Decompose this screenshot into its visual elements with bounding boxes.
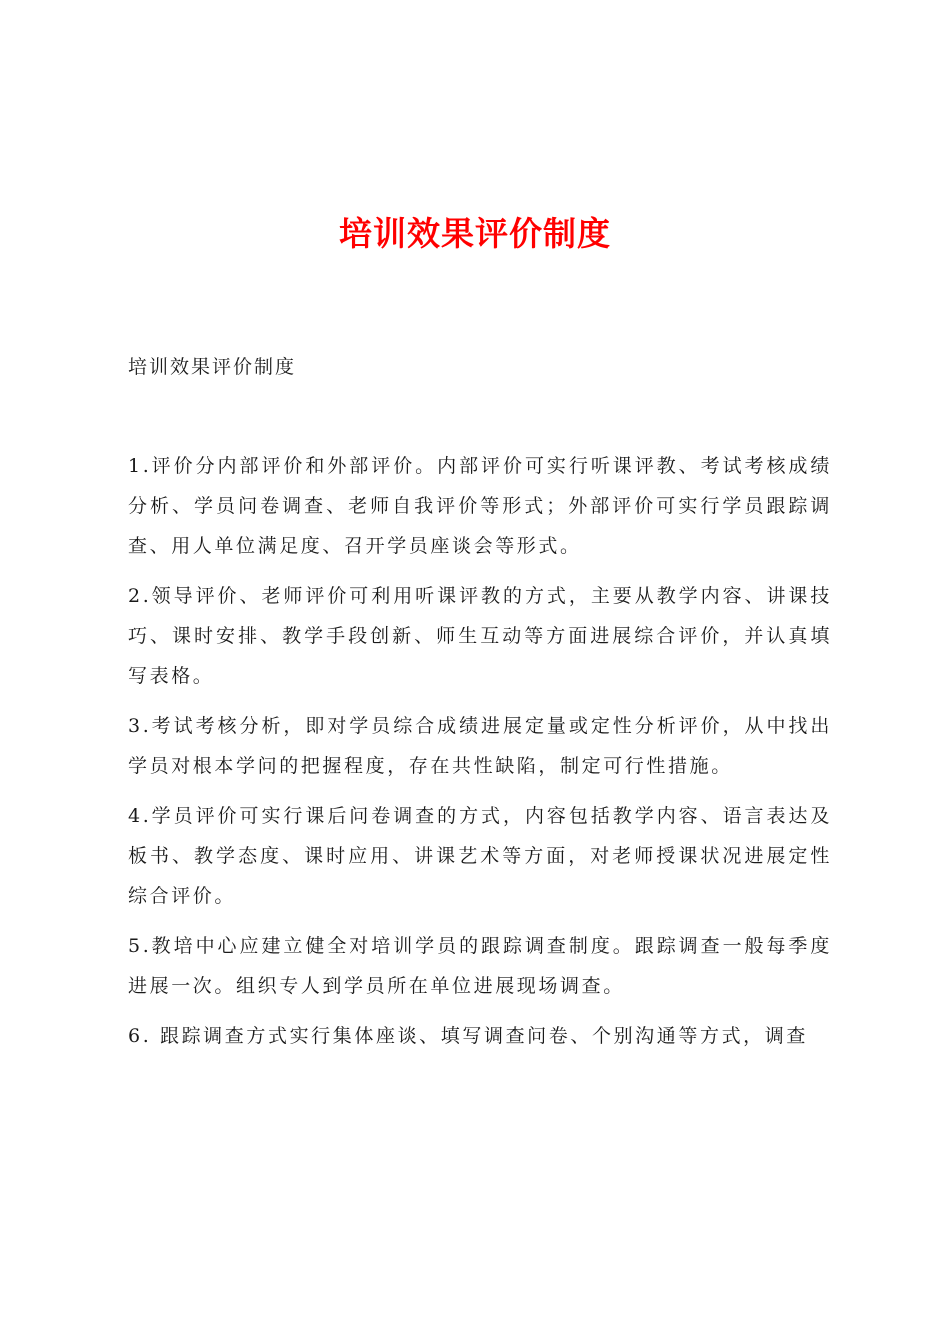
document-body (128, 446, 832, 1066)
paragraph-4: 4.学员评价可实行课后问卷调查的方式，内容包括教学内容、语言表达及板书、教学态度、课时应用、讲课艺术等方面，对老师授课状况进展定性综合评价。 (128, 805, 832, 907)
paragraph-3: 3.考试考核分析，即对学员综合成绩进展定量或定性分析评价，从中找出学员对根本学问的把握程度，存在共性缺陷，制定可行性措施。 (128, 715, 832, 777)
paragraph-5: 5.教培中心应建立健全对培训学员的跟踪调查制度。跟踪调查一般每季度进展一次。组织专人到学员所在单位进展现场调查。 (128, 935, 832, 997)
document-subtitle: 培训效果评价制度 (128, 356, 297, 378)
paragraph-1: 1.评价分内部评价和外部评价。内部评价可实行听课评教、考试考核成绩分析、学员问卷调查、老师自我评价等形式；外部评价可实行学员跟踪调查、用人单位满足度、召开学员座谈会等形式。 (128, 455, 832, 557)
paragraph-2: 2.领导评价、老师评价可利用听课评教的方式，主要从教学内容、讲课技巧、课时安排、教学手段创新、师生互动等方面进展综合评价，并认真填写表格。 (128, 585, 832, 687)
paragraph-6: 6. 跟踪调查方式实行集体座谈、填写调查问卷、个别沟通等方式，调查 (128, 1025, 808, 1047)
document-title: 培训效果评价制度 (339, 214, 611, 253)
